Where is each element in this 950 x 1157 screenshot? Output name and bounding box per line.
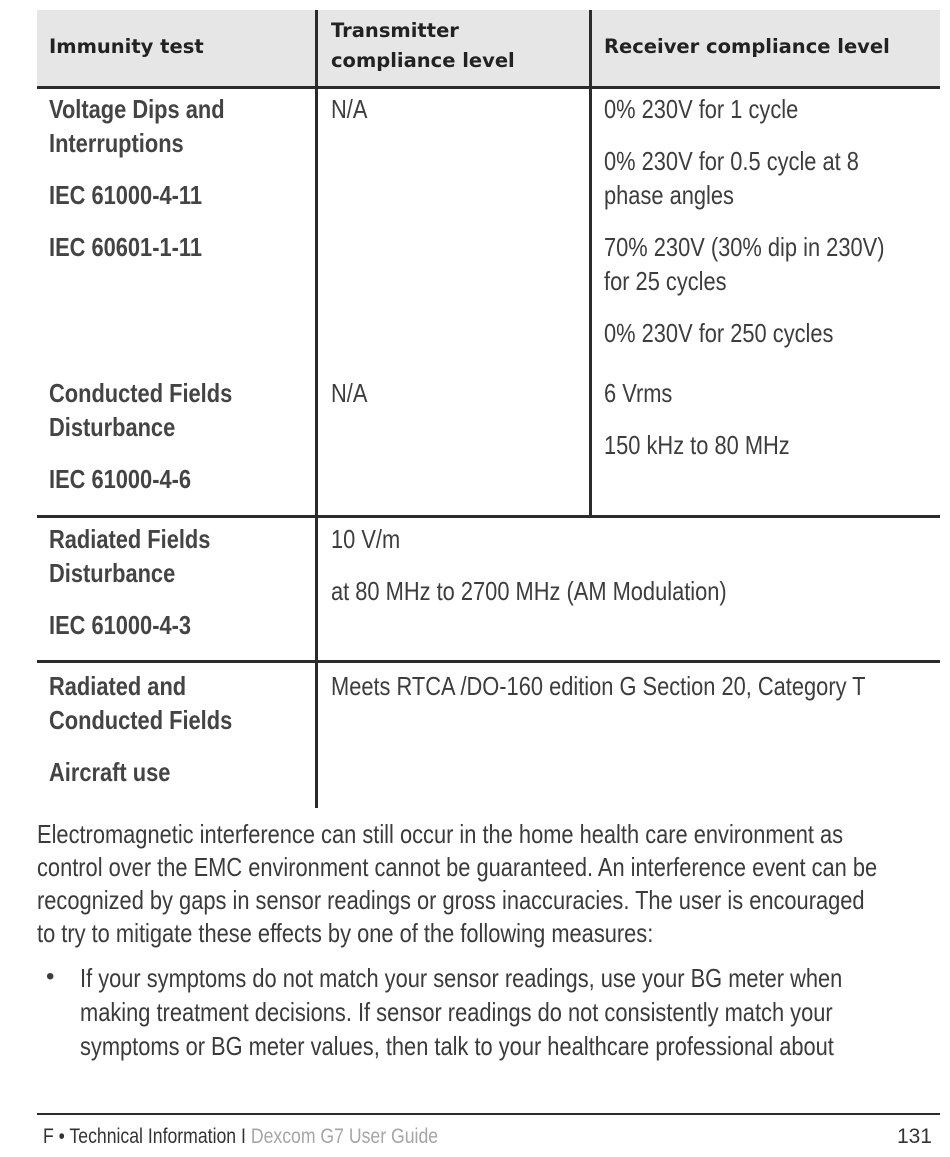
table-row-1-transmitter: N/A bbox=[331, 94, 368, 124]
receiver-value: 150 kHz to 80 MHz bbox=[604, 430, 790, 460]
column-divider bbox=[315, 10, 318, 808]
footer-guide-title: Dexcom G7 User Guide bbox=[250, 1125, 439, 1148]
header-transmitter-line1: Transmitter bbox=[331, 19, 459, 42]
header-transmitter bbox=[331, 16, 515, 76]
paragraph-line: to try to mitigate these effects by one of the following measures: bbox=[37, 918, 654, 948]
table-row-2-transmitter: N/A bbox=[331, 378, 368, 408]
bullet-line: If your symptoms do not match your sensor readings, use your BG meter when bbox=[80, 963, 843, 993]
footer-breadcrumb bbox=[43, 1124, 513, 1150]
test-name-line: Voltage Dips and bbox=[49, 94, 225, 124]
receiver-value: 70% 230V (30% dip in 230V) bbox=[604, 232, 885, 262]
standard-label: IEC 61000-4-6 bbox=[49, 464, 192, 494]
row-divider bbox=[37, 660, 940, 663]
footer-separator: I bbox=[236, 1125, 251, 1148]
test-name-line: Radiated and bbox=[49, 671, 187, 701]
paragraph-line: control over the EMC environment cannot be guaranteed. An interference event can be bbox=[37, 852, 878, 882]
test-name-line: Disturbance bbox=[49, 412, 176, 442]
receiver-value: 6 Vrms bbox=[604, 378, 673, 408]
test-name-line: Disturbance bbox=[49, 558, 176, 588]
receiver-value: 0% 230V for 250 cycles bbox=[604, 318, 834, 348]
test-name-line: Interruptions bbox=[49, 128, 184, 158]
bullet-icon: • bbox=[46, 963, 55, 990]
header-immunity-test: Immunity test bbox=[49, 35, 204, 58]
footer-rule bbox=[37, 1113, 940, 1115]
header-receiver: Receiver compliance level bbox=[604, 35, 890, 58]
row-divider bbox=[37, 515, 940, 518]
test-name-line: Aircraft use bbox=[49, 757, 171, 787]
bullet-line: making treatment decisions. If sensor readings do not consistently match your bbox=[80, 997, 833, 1027]
page-number: 131 bbox=[896, 1125, 932, 1148]
paragraph-line: Electromagnetic interference can still occur in the home health care environment as bbox=[37, 819, 844, 849]
receiver-value: 0% 230V for 0.5 cycle at 8 bbox=[604, 146, 859, 176]
header-transmitter-line2: compliance level bbox=[331, 49, 515, 72]
receiver-value: phase angles bbox=[604, 180, 734, 210]
test-name-line: Conducted Fields bbox=[49, 378, 233, 408]
combined-value: 10 V/m bbox=[331, 524, 401, 554]
standard-label: IEC 61000-4-3 bbox=[49, 610, 192, 640]
paragraph-line: recognized by gaps in sensor readings or gross inaccuracies. The user is encouraged bbox=[37, 885, 865, 915]
bullet-item bbox=[80, 961, 950, 1063]
immunity-table bbox=[37, 10, 940, 808]
column-divider bbox=[589, 10, 592, 517]
footer-section: F • Technical Information bbox=[43, 1125, 237, 1148]
combined-value: Meets RTCA /DO-160 edition G Section 20, Category T bbox=[331, 671, 866, 701]
header-bottom-rule bbox=[37, 86, 940, 89]
standard-label: IEC 61000-4-11 bbox=[49, 180, 202, 210]
receiver-value: 0% 230V for 1 cycle bbox=[604, 94, 799, 124]
body-paragraph bbox=[37, 818, 950, 950]
table-row-1-test bbox=[49, 92, 258, 160]
combined-value: at 80 MHz to 2700 MHz (AM Modulation) bbox=[331, 576, 727, 606]
bullet-line: symptoms or BG meter values, then talk to your healthcare professional about bbox=[80, 1031, 834, 1061]
standard-label: IEC 60601-1-11 bbox=[49, 232, 202, 262]
test-name-line: Radiated Fields bbox=[49, 524, 211, 554]
receiver-value: for 25 cycles bbox=[604, 266, 727, 296]
test-name-line: Conducted Fields bbox=[49, 705, 233, 735]
